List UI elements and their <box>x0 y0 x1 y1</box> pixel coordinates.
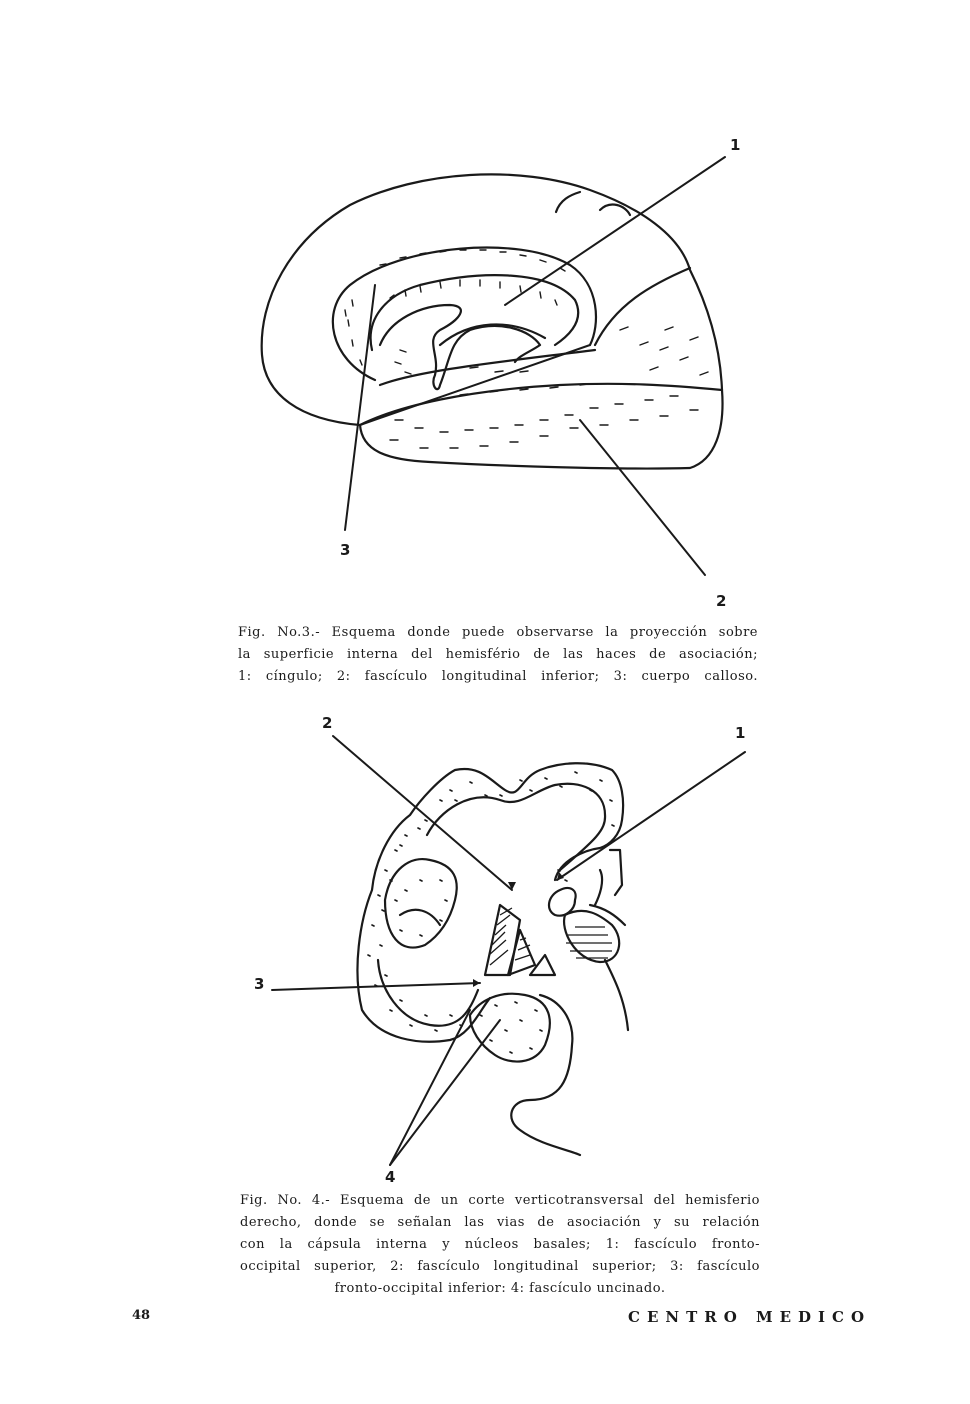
page-number: 48 <box>132 1308 151 1323</box>
journal-title: CENTRO MEDICO <box>628 1308 872 1326</box>
figure-4-label-4: 4 <box>385 1168 396 1186</box>
figure-3-label-2: 2 <box>716 592 727 610</box>
figure-4-label-1: 1 <box>735 724 746 742</box>
figure-4-label-3: 3 <box>254 975 265 993</box>
caption-line: Fig. No.3.- Esquema donde puede observarse la proyección sobre <box>238 625 758 640</box>
caption-line: fronto-occipital inferior: 4: fascículo uncinado. <box>334 1281 666 1296</box>
figure-4-caption <box>240 1190 760 1300</box>
figure-3-illustration <box>0 0 970 620</box>
caption-line: la superficie interna del hemisfério de las haces de asociación; <box>238 647 758 662</box>
caption-line: derecho, donde se señalan las vias de asociación y su relación <box>240 1215 760 1230</box>
caption-line: occipital superior, 2: fascículo longitudinal superior; 3: fascículo <box>240 1259 760 1274</box>
figure-4-illustration <box>0 700 970 1200</box>
caption-line: 1: cíngulo; 2: fascículo longitudinal inferior; 3: cuerpo calloso. <box>238 669 758 684</box>
figure-3-label-1: 1 <box>730 136 741 154</box>
figure-3-caption <box>238 622 758 688</box>
figure-3-label-3: 3 <box>340 541 351 559</box>
caption-line: con la cápsula interna y núcleos basales; 1: fascículo fronto- <box>240 1237 760 1252</box>
caption-line: Fig. No. 4.- Esquema de un corte verticotransversal del hemisferio <box>240 1193 760 1208</box>
figure-4-label-2: 2 <box>322 714 333 732</box>
